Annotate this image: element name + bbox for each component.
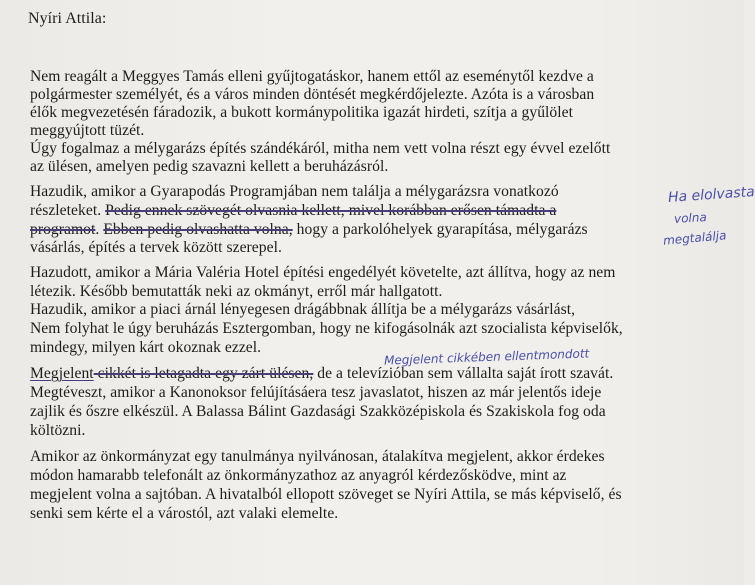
struck-text: cikkét is letagadta egy zárt ülésen, [93, 365, 314, 382]
text-line: Megtéveszt, amikor a Kanonoksor felújításáera tesz javaslatot, hiszen az már jelentős ideje [30, 384, 602, 401]
text-line-with-strike [30, 222, 588, 238]
handwritten-note: Ha elolvasta [667, 183, 755, 207]
text-line: Úgy fogalmaz a mélygarázs építés szándékáról, mitha nem vett volna részt egy évvel ezelőtt [30, 140, 611, 157]
text-line: költözni. [30, 422, 86, 439]
text-line: módon hamarabb telefonált az önkormányzathoz az anyagról kérdezősködve, mint az [30, 467, 567, 484]
handwritten-note: Megjelent cikkében ellentmondott [383, 346, 590, 368]
text-line: élők megvezetésén fáradozik, a bukott kormánypolitika igazát hirdeti, szítja a gyűlölet [30, 104, 574, 121]
text-line: polgármester személyét, és a város minden döntését megkérdőjelezte. Azóta is a városban [30, 86, 595, 103]
text-segment: részleteket. [30, 202, 106, 219]
text-line: mindegy, milyen kárt okoznak ezzel. [30, 339, 262, 356]
document-heading: Nyíri Attila: [28, 10, 107, 27]
text-segment: hogy a parkolóhelyek gyarapítása, mélygarázs [292, 221, 588, 238]
text-line: Hazudott, amikor a Mária Valéria Hotel építési engedélyét követelte, azt állítva, hogy az nem [30, 264, 616, 281]
text-segment: . [95, 221, 104, 238]
text-line-with-strike [30, 203, 556, 219]
text-line: Nem reagált a Meggyes Tamás elleni gyűjtogatáskor, hanem ettől az eseménytől kezdve a [30, 68, 594, 85]
text-line: vásárlás, építés a tervek között szerepel. [30, 239, 282, 256]
text-line: Hazudik, amikor a Gyarapodás Programjában nem találja a mélygarázsra vonatkozó [30, 183, 559, 200]
handwritten-note: volna [673, 210, 708, 226]
text-line: megjelent volna a sajtóban. A hivatalból ellopott szöveget se Nyíri Attila, se más képviselő, és [30, 486, 622, 503]
text-line-with-strike [30, 366, 613, 382]
text-line: Hazudik, amikor a piaci árnál lényegesen drágábbnak állítja be a mélygarázs vásárlást, [30, 301, 576, 318]
text-line: az ülésen, amelyen pedig szavazni kellett a beruházásról. [30, 158, 389, 175]
struck-text: Pedig ennek szövegét olvasnia kellett, mivel korábban erősen támadta a [105, 202, 557, 219]
text-segment: de a televízióban sem vállalta saját írott szavát. [313, 365, 614, 382]
text-line: meggyújtott tüzét. [30, 122, 145, 139]
text-line: senki sem kérte el a várostól, azt valaki elemelte. [30, 505, 339, 522]
text-line: létezik. Később bemutatták neki az okmányt, erről már hallgatott. [30, 283, 443, 300]
underlined-text: Megjelent [30, 365, 94, 382]
text-line: Nem folyhat le úgy beruházás Esztergomban, hogy ne kifogásolnák azt szocialista képviselők, [30, 320, 623, 337]
text-line: zajlik és őszre elkészül. A Balassa Bálint Gazdasági Szakközépiskola és Szakiskola fog oda [30, 403, 606, 420]
handwritten-note: megtalálja [662, 228, 727, 248]
struck-text: Ebben pedig olvashatta volna, [103, 221, 293, 238]
struck-text: programot [30, 221, 96, 238]
text-line: Amikor az önkormányzat egy tanulmánya nyilvánosan, átalakítva megjelent, akkor érdekes [30, 448, 605, 465]
